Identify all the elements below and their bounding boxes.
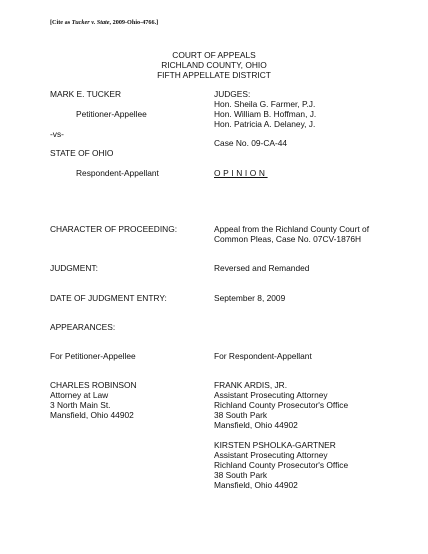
for-respondent-label: For Respondent-Appellant	[214, 351, 312, 361]
citation	[50, 19, 158, 26]
for-petitioner-label: For Petitioner-Appellee	[50, 351, 136, 361]
judgment-value: Reversed and Remanded	[214, 263, 310, 273]
court-district: FIFTH APPELLATE DISTRICT	[157, 70, 271, 80]
proceeding-line-1: Appeal from the Richland County Court of	[214, 224, 370, 234]
respondent-counsel-2-city: Mansfield, Ohio 44902	[214, 480, 298, 490]
judges-heading: JUDGES:	[214, 89, 251, 99]
judge-2: Hon. William B. Hoffman, J.	[214, 109, 317, 119]
respondent-counsel-2-name: KIRSTEN PSHOLKA-GARTNER	[214, 440, 336, 450]
petitioner-counsel-street: 3 North Main St.	[50, 400, 111, 410]
proceeding-line-2: Common Pleas, Case No. 07CV-1876H	[214, 234, 362, 244]
respondent-counsel-1-street: 38 South Park	[214, 410, 268, 420]
petitioner-counsel-city: Mansfield, Ohio 44902	[50, 410, 134, 420]
opinion-label: OPINION	[214, 168, 268, 178]
citation-open: [Cite as	[50, 19, 72, 26]
judgment-date-value: September 8, 2009	[214, 293, 286, 303]
court-county: RICHLAND COUNTY, OHIO	[161, 60, 267, 70]
court-name: COURT OF APPEALS	[172, 50, 256, 60]
respondent-counsel-1-city: Mansfield, Ohio 44902	[214, 420, 298, 430]
proceeding-label: CHARACTER OF PROCEEDING:	[50, 224, 178, 234]
petitioner-counsel-title: Attorney at Law	[50, 390, 109, 400]
respondent-role: Respondent-Appellant	[76, 168, 159, 178]
respondent-counsel-1-title: Assistant Prosecuting Attorney	[214, 390, 328, 400]
citation-case-name: Tucker v. State	[71, 19, 110, 26]
respondent-counsel-1-name: FRANK ARDIS, JR.	[214, 380, 288, 390]
versus-label: -vs-	[50, 129, 64, 139]
respondent-counsel-1-office: Richland County Prosecutor's Office	[214, 400, 349, 410]
appearances-heading: APPEARANCES:	[50, 322, 116, 332]
respondent-name: STATE OF OHIO	[50, 148, 114, 158]
judge-1: Hon. Sheila G. Farmer, P.J.	[214, 99, 316, 109]
respondent-counsel-2-office: Richland County Prosecutor's Office	[214, 460, 349, 470]
petitioner-role: Petitioner-Appellee	[76, 109, 147, 119]
judgment-label: JUDGMENT:	[50, 263, 98, 273]
citation-rest: , 2009-Ohio-4766.]	[109, 19, 159, 26]
respondent-counsel-2-street: 38 South Park	[214, 470, 268, 480]
case-number: Case No. 09-CA-44	[214, 138, 288, 148]
judge-3: Hon. Patricia A. Delaney, J.	[214, 119, 316, 129]
respondent-counsel-2-title: Assistant Prosecuting Attorney	[214, 450, 328, 460]
judgment-date-label: DATE OF JUDGMENT ENTRY:	[50, 293, 167, 303]
petitioner-name: MARK E. TUCKER	[50, 89, 122, 99]
petitioner-counsel-name: CHARLES ROBINSON	[50, 380, 137, 390]
